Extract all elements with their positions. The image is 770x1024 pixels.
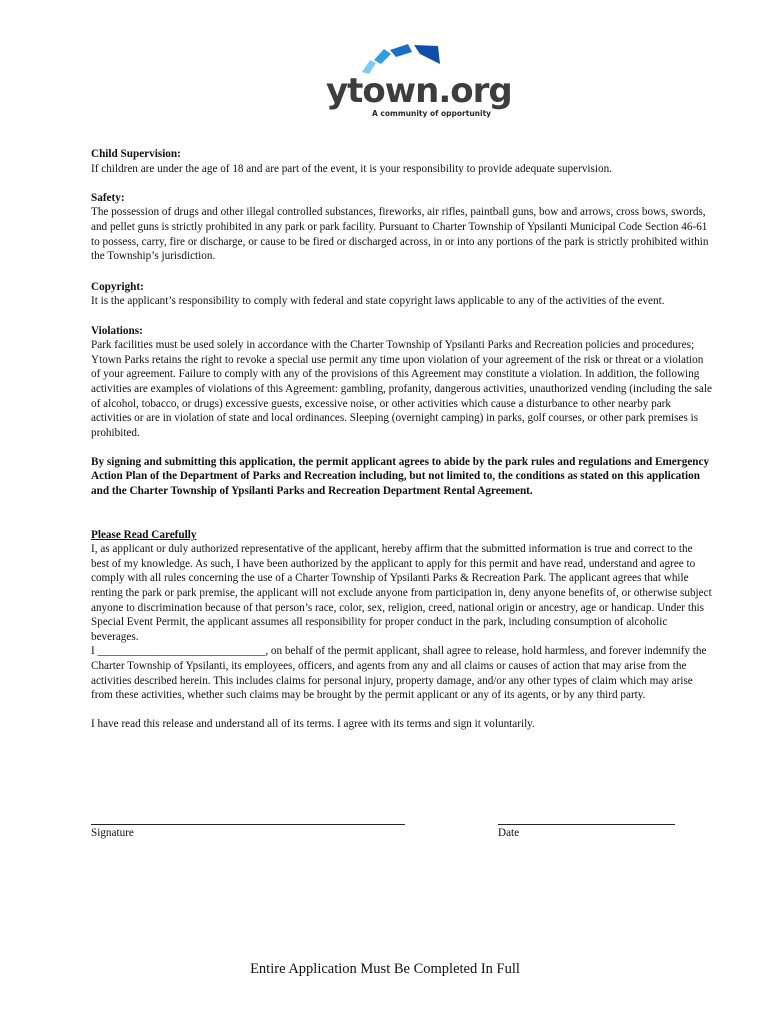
please-read-heading: Please Read Carefully: [91, 528, 197, 541]
logo-arc-segment: [390, 44, 412, 57]
agreement-notice: By signing and submitting this application, the permit applicant agrees to abide by the park rules and regulations and Emergency Action Plan of the Department of Parks and Recreation including, but not limited to, the conditions as stated on this application and the Charter Township of Ypsilanti Parks and Recreation Department Rental Agreement.: [91, 455, 710, 498]
logo-wordmark-tld: .org: [438, 71, 512, 111]
logo-arc-segment: [414, 45, 440, 64]
signature-label: Signature: [91, 827, 134, 839]
acknowledgement-text: I have read this release and understand all of its terms. I agree with its terms and sign it voluntarily.: [91, 718, 535, 731]
date-label: Date: [498, 827, 520, 839]
logo-tagline: A community of opportunity: [372, 109, 492, 118]
release-text: I ______________________________, on behalf of the permit applicant, shall agree to release, hold harmless, and forever indemnify the Charter Township of Ypsilanti, its employees, officers, and agents from any and all claims or causes of action that may arise from the activities described herein. This includes claims for personal injury, property damage, and/or any other types of claim which may arise from these activities, whether such claims may be brought by the permit applicant or any of its agents, or by any third party.: [91, 645, 707, 702]
logo-arc-segment: [374, 49, 391, 64]
footer-note: Entire Application Must Be Completed In Full: [250, 961, 520, 977]
date-line[interactable]: [498, 812, 675, 825]
safety-heading: Safety:: [91, 191, 125, 204]
child-supervision-heading: Child Supervision:: [91, 148, 181, 160]
logo-wordmark-main: ytown: [326, 71, 439, 111]
logo-wordmark: [326, 71, 512, 111]
child-supervision-text: If children are under the age of 18 and are part of the event, it is your responsibility to provide adequate supervision.: [91, 162, 612, 175]
safety-text: The possession of drugs and other illegal controlled substances, fireworks, air rifles, paintball guns, bow and arrows, cross bows, swords, and pellet guns is strictly prohibited in any park or park facility. Pursuant to Charter Township of Ypsilanti Municipal Code Section 46-61 to possess, carry, fire or discharge, or cause to be fired or discharged across, in or into any portions of the park is strictly prohibited within the Township’s jurisdiction.: [91, 206, 709, 263]
violations-heading: Violations:: [91, 324, 143, 337]
ytown-logo: [326, 40, 512, 120]
please-read-text: I, as applicant or duly authorized representative of the applicant, hereby affirm that the submitted information is true and correct to the best of my knowledge. As such, I have been authorized by the applicant to apply for this permit and have read, understand and agree to comply with all rules concerning the use of a Charter Township of Ypsilanti Parks & Recreation Park. The applicant agrees that while renting the park or park premise, the applicant will not exclude anyone from participation in, deny anyone benefits of, or otherwise subject anyone to discrimination because of that person’s race, color, sex, religion, creed, national origin or ancestry, age or handicap. Under this Special Event Permit, the applicant assumes all responsibility for proper conduct in the park, including consumption of alcoholic beverages.: [91, 543, 712, 643]
violations-text: Park facilities must be used solely in accordance with the Charter Township of Ypsilanti Parks and Recreation policies and procedures; Ytown Parks retains the right to revoke a special use permit any time upon violation of your agreement of the risk or threat or a violation of your agreement. Failure to comply with any of the provisions of this Agreement may constitute a violation. In addition, the following activities are examples of violations of this Agreement: gambling, profanity, dangerous activities, unauthorized vending (including the sale of alcohol, tobacco, or drugs) excessive guests, excessive noise, or other activities which cause a disturbance to other nearby park activities or are in violation of state and local ordinances. Sleeping (overnight camping) in parks, golf courses, or other park premises is prohibited.: [91, 339, 712, 439]
copyright-text: It is the applicant’s responsibility to comply with federal and state copyright laws applicable to any of the activities of the event.: [91, 295, 665, 308]
copyright-heading: Copyright:: [91, 280, 144, 293]
document-body: [91, 147, 713, 732]
signature-line[interactable]: [91, 812, 405, 825]
